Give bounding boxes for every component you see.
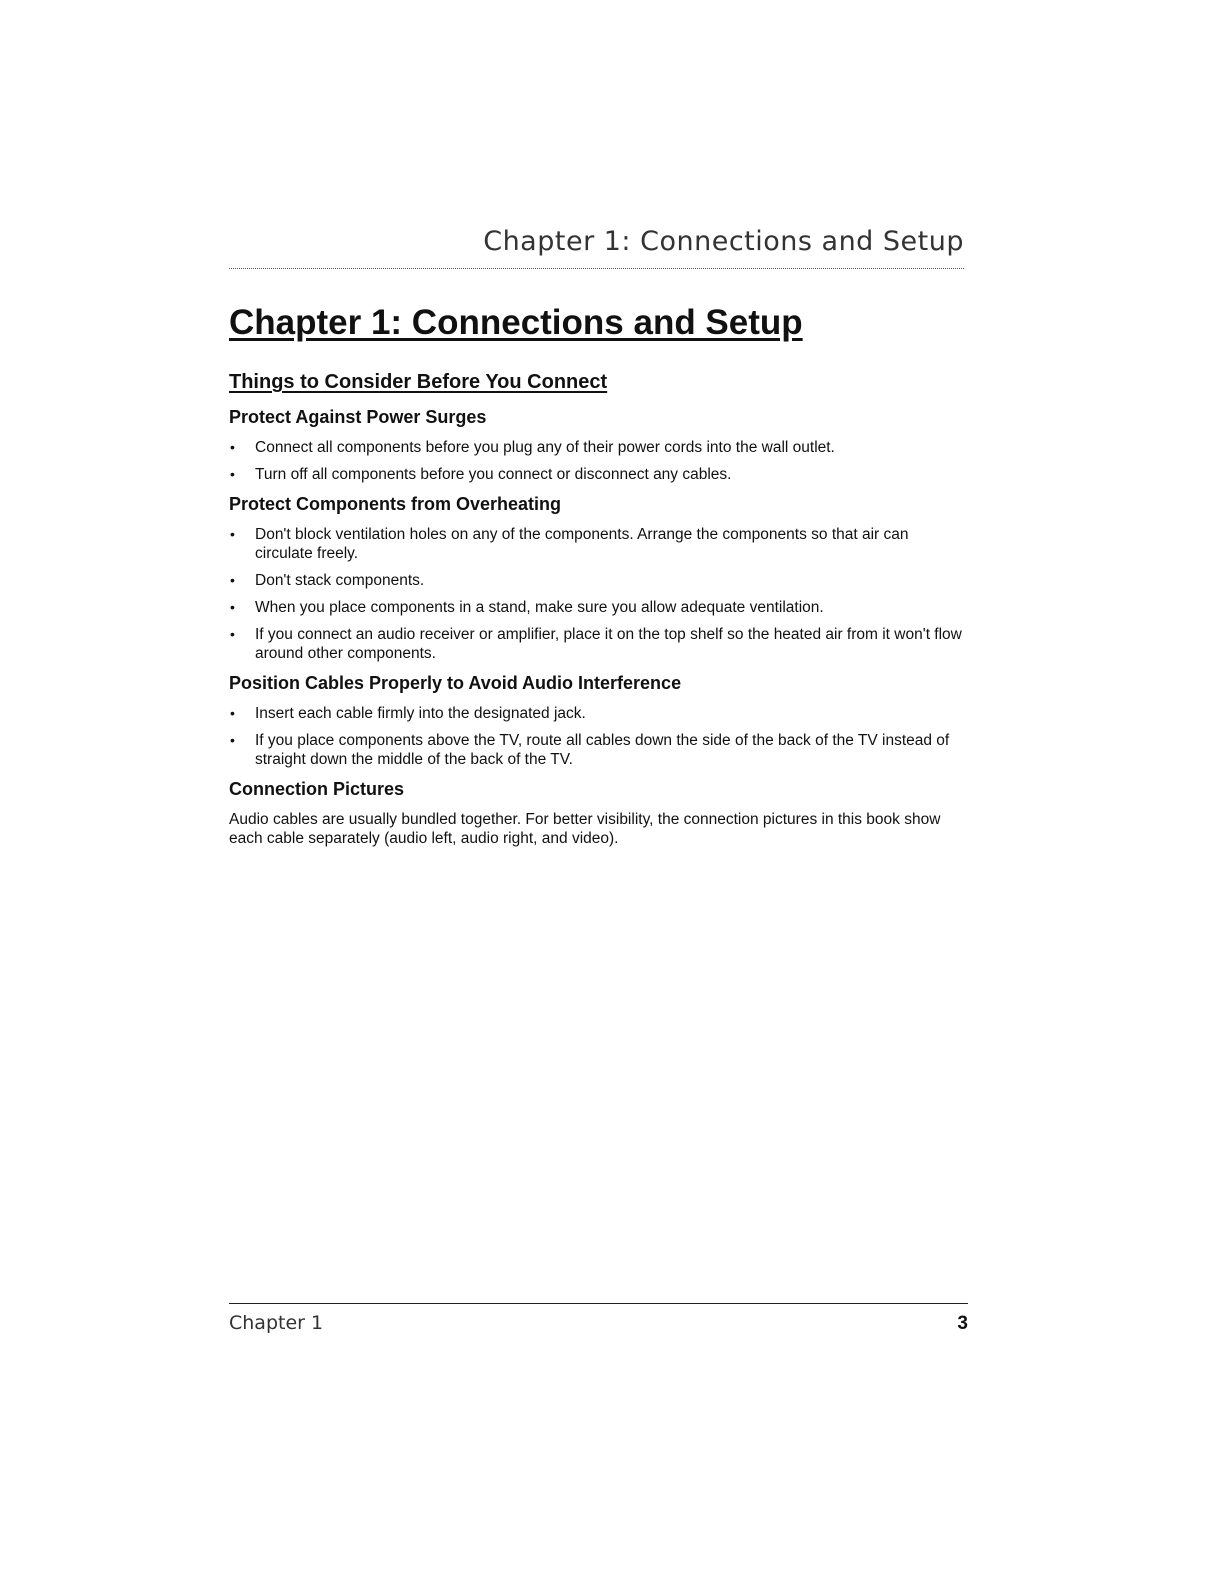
list-item bbox=[229, 731, 969, 769]
bullet-dot: • bbox=[230, 572, 235, 588]
bullet-dot: • bbox=[230, 439, 235, 455]
list-item bbox=[229, 704, 969, 723]
section-content bbox=[229, 405, 969, 848]
subsection-heading-connection-pictures: Connection Pictures bbox=[229, 779, 405, 799]
footer-chapter-label: Chapter 1 bbox=[229, 1312, 324, 1334]
bullet-dot: • bbox=[230, 732, 235, 748]
bullet-dot: • bbox=[230, 599, 235, 615]
page-number: 3 bbox=[957, 1313, 968, 1334]
list-item bbox=[229, 525, 969, 563]
running-header bbox=[229, 224, 964, 269]
list-item-text: Insert each cable firmly into the designated jack. bbox=[255, 705, 586, 722]
subsection-heading-overheating: Protect Components from Overheating bbox=[229, 494, 562, 514]
list-item-text: If you connect an audio receiver or amplifier, place it on the top shelf so the heated air from it won't flow around other components. bbox=[255, 626, 962, 662]
bullet-list-overheating bbox=[229, 525, 969, 663]
bullet-dot: • bbox=[230, 466, 235, 482]
list-item bbox=[229, 465, 969, 484]
running-header-title: Chapter 1: Connections and Setup bbox=[483, 226, 964, 257]
subsection-heading-power-surges: Protect Against Power Surges bbox=[229, 407, 487, 427]
list-item bbox=[229, 438, 969, 457]
bullet-dot: • bbox=[230, 705, 235, 721]
bullet-list-power-surges bbox=[229, 438, 969, 484]
chapter-title: Chapter 1: Connections and Setup bbox=[229, 303, 803, 342]
list-item-text: Connect all components before you plug any of their power cords into the wall outlet. bbox=[255, 439, 835, 456]
list-item bbox=[229, 571, 969, 590]
list-item-text: Turn off all components before you connect or disconnect any cables. bbox=[255, 466, 732, 483]
list-item bbox=[229, 598, 969, 617]
list-item-text: Don't block ventilation holes on any of the components. Arrange the components so that air can circulate freely. bbox=[255, 526, 909, 562]
list-item-text: Don't stack components. bbox=[255, 572, 425, 589]
bullet-dot: • bbox=[230, 526, 235, 542]
list-item-text: When you place components in a stand, make sure you allow adequate ventilation. bbox=[255, 599, 824, 616]
connection-pictures-paragraph: Audio cables are usually bundled together. For better visibility, the connection pictures in this book show each cable separately (audio left, audio right, and video). bbox=[229, 811, 941, 847]
list-item-text: If you place components above the TV, route all cables down the side of the back of the TV instead of straight down the middle of the back of the TV. bbox=[255, 732, 950, 768]
bullet-dot: • bbox=[230, 626, 235, 642]
page-footer bbox=[229, 1303, 968, 1344]
subsection-heading-cables: Position Cables Properly to Avoid Audio Interference bbox=[229, 673, 682, 693]
list-item bbox=[229, 625, 969, 663]
bullet-list-cables bbox=[229, 704, 969, 769]
section-heading: Things to Consider Before You Connect bbox=[229, 371, 608, 393]
